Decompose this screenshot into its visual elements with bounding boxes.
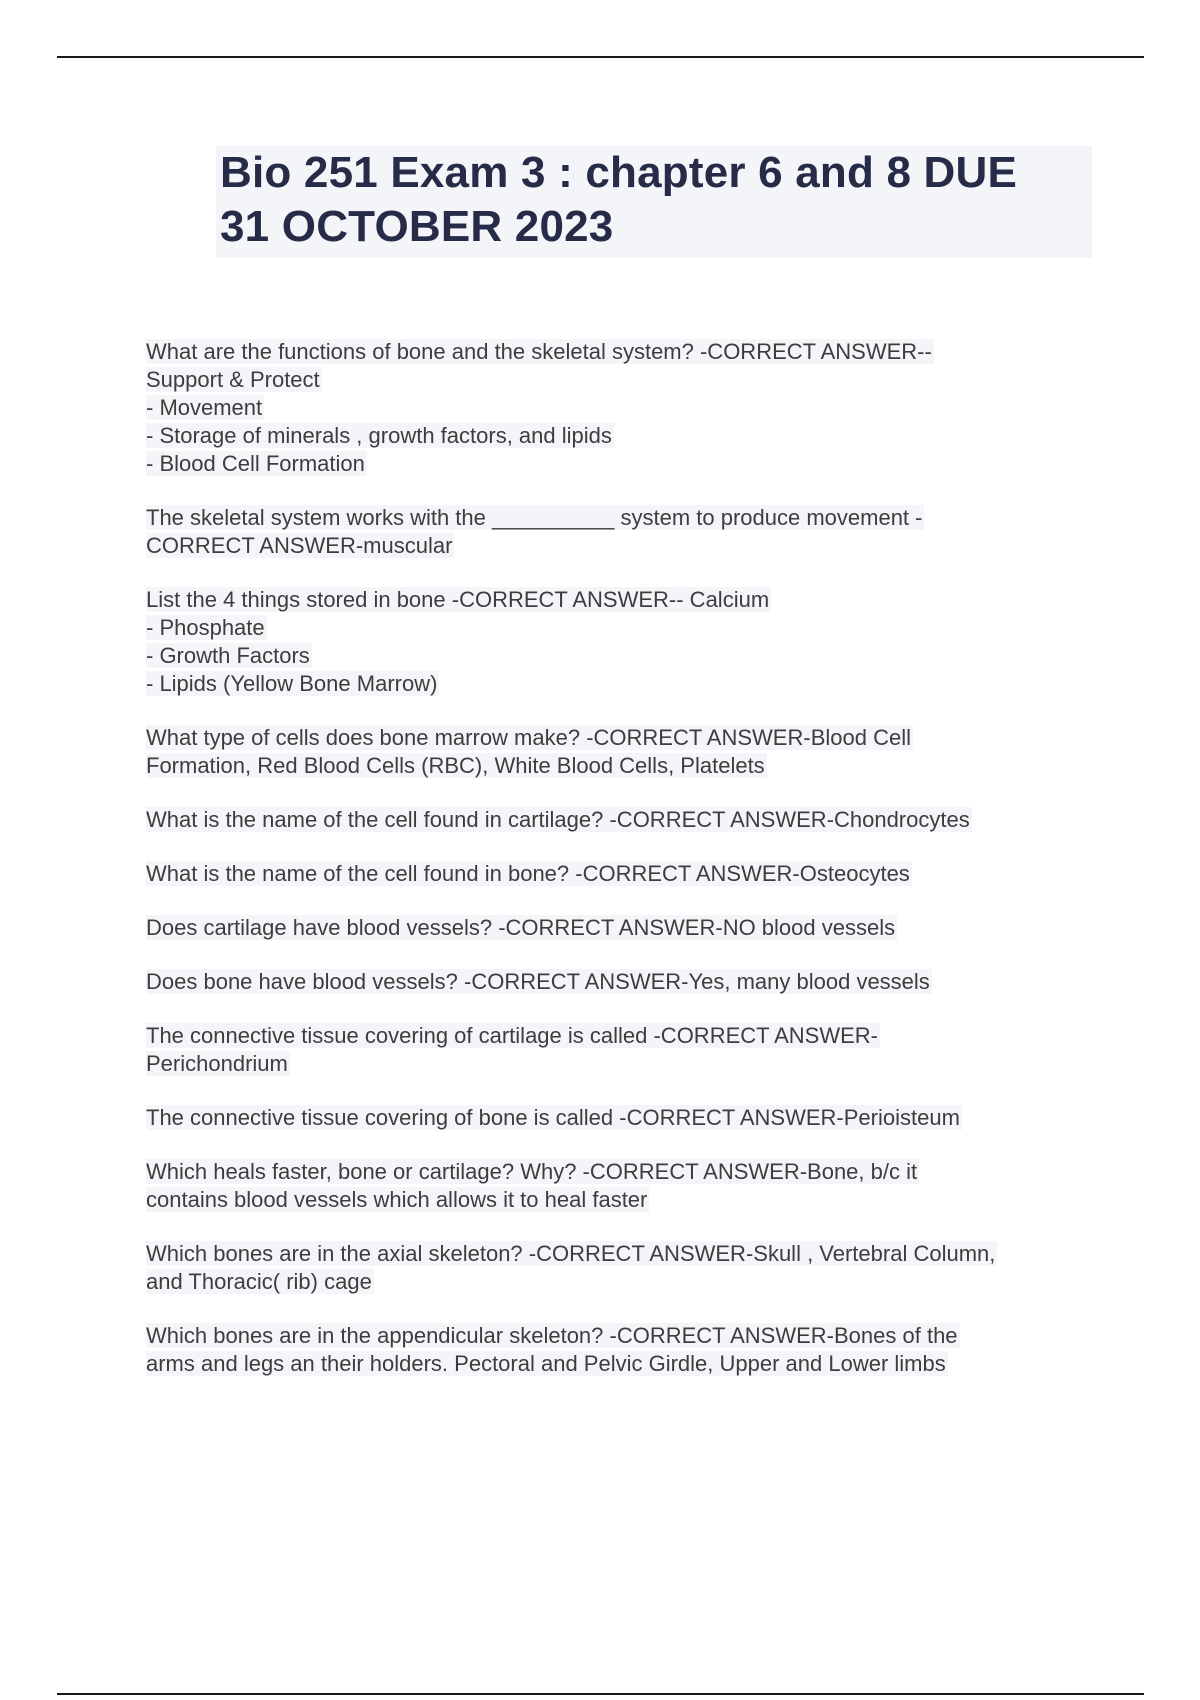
- qa-item: [146, 338, 1096, 478]
- qa-line: [146, 338, 1096, 366]
- document-title-line: Bio 251 Exam 3 : chapter 6 and 8 DUE: [220, 148, 1018, 197]
- qa-line-text: Which bones are in the axial skeleton? -CORRECT ANSWER-Skull , Vertebral Column,: [146, 1241, 996, 1266]
- qa-item: [146, 1322, 1096, 1378]
- qa-line: [146, 752, 1096, 780]
- qa-item: [146, 1240, 1096, 1296]
- qa-item: [146, 504, 1096, 560]
- qa-line-text: - Lipids (Yellow Bone Marrow): [146, 671, 438, 696]
- qa-item: [146, 1022, 1096, 1078]
- qa-item: [146, 724, 1096, 780]
- qa-item: [146, 586, 1096, 698]
- qa-line-text: The skeletal system works with the __________ system to produce movement -: [146, 505, 923, 530]
- qa-line: [146, 670, 1096, 698]
- qa-item: [146, 806, 1096, 834]
- qa-line: [146, 1022, 1096, 1050]
- qa-line-text: arms and legs an their holders. Pectoral and Pelvic Girdle, Upper and Lower limbs: [146, 1351, 946, 1376]
- qa-item: [146, 860, 1096, 888]
- qa-line-text: and Thoracic( rib) cage: [146, 1269, 372, 1294]
- qa-line: [146, 1104, 1096, 1132]
- question-answer-list: [146, 338, 1096, 1404]
- qa-line-text: - Growth Factors: [146, 643, 310, 668]
- document-title: [216, 146, 1092, 254]
- qa-line: [146, 1158, 1096, 1186]
- qa-line-text: - Movement: [146, 395, 263, 420]
- qa-line: [146, 450, 1096, 478]
- qa-line-text: List the 4 things stored in bone -CORRECT ANSWER-- Calcium: [146, 587, 770, 612]
- qa-item: [146, 914, 1096, 942]
- qa-line: [146, 724, 1096, 752]
- qa-line: [146, 968, 1096, 996]
- qa-line-text: Which heals faster, bone or cartilage? Why? -CORRECT ANSWER-Bone, b/c it: [146, 1159, 918, 1184]
- qa-line: [146, 394, 1096, 422]
- qa-item: [146, 1158, 1096, 1214]
- qa-line-text: - Phosphate: [146, 615, 265, 640]
- qa-line: [146, 1050, 1096, 1078]
- qa-line-text: What type of cells does bone marrow make? -CORRECT ANSWER-Blood Cell: [146, 725, 911, 750]
- qa-line: [146, 1240, 1096, 1268]
- qa-line: [146, 1350, 1096, 1378]
- qa-line: [146, 642, 1096, 670]
- qa-line-text: The connective tissue covering of bone is called -CORRECT ANSWER-Perioisteum: [146, 1105, 960, 1130]
- qa-line-text: Which bones are in the appendicular skeleton? -CORRECT ANSWER-Bones of the: [146, 1323, 958, 1348]
- qa-line: [146, 914, 1096, 942]
- qa-item: [146, 968, 1096, 996]
- qa-line: [146, 366, 1096, 394]
- title-block: [216, 146, 1092, 258]
- qa-line: [146, 1186, 1096, 1214]
- qa-line-text: What are the functions of bone and the skeletal system? -CORRECT ANSWER--: [146, 339, 932, 364]
- qa-line-text: CORRECT ANSWER-muscular: [146, 533, 453, 558]
- qa-line: [146, 532, 1096, 560]
- qa-line-text: Support & Protect: [146, 367, 320, 392]
- qa-line: [146, 586, 1096, 614]
- qa-line-text: The connective tissue covering of cartilage is called -CORRECT ANSWER-: [146, 1023, 878, 1048]
- qa-line: [146, 504, 1096, 532]
- qa-line: [146, 1268, 1096, 1296]
- qa-line-text: What is the name of the cell found in bone? -CORRECT ANSWER-Osteocytes: [146, 861, 910, 886]
- qa-line: [146, 806, 1096, 834]
- qa-line: [146, 860, 1096, 888]
- qa-line-text: - Blood Cell Formation: [146, 451, 365, 476]
- qa-line: [146, 1322, 1096, 1350]
- qa-line-text: Formation, Red Blood Cells (RBC), White Blood Cells, Platelets: [146, 753, 765, 778]
- qa-line-text: Perichondrium: [146, 1051, 288, 1076]
- top-divider: [57, 56, 1144, 58]
- qa-line-text: - Storage of minerals , growth factors, and lipids: [146, 423, 612, 448]
- qa-line-text: Does bone have blood vessels? -CORRECT ANSWER-Yes, many blood vessels: [146, 969, 930, 994]
- qa-line-text: contains blood vessels which allows it to heal faster: [146, 1187, 648, 1212]
- bottom-divider: [57, 1693, 1144, 1695]
- qa-line: [146, 422, 1096, 450]
- qa-item: [146, 1104, 1096, 1132]
- qa-line: [146, 614, 1096, 642]
- qa-line-text: Does cartilage have blood vessels? -CORRECT ANSWER-NO blood vessels: [146, 915, 896, 940]
- qa-line-text: What is the name of the cell found in cartilage? -CORRECT ANSWER-Chondrocytes: [146, 807, 970, 832]
- document-title-line: 31 OCTOBER 2023: [220, 202, 614, 251]
